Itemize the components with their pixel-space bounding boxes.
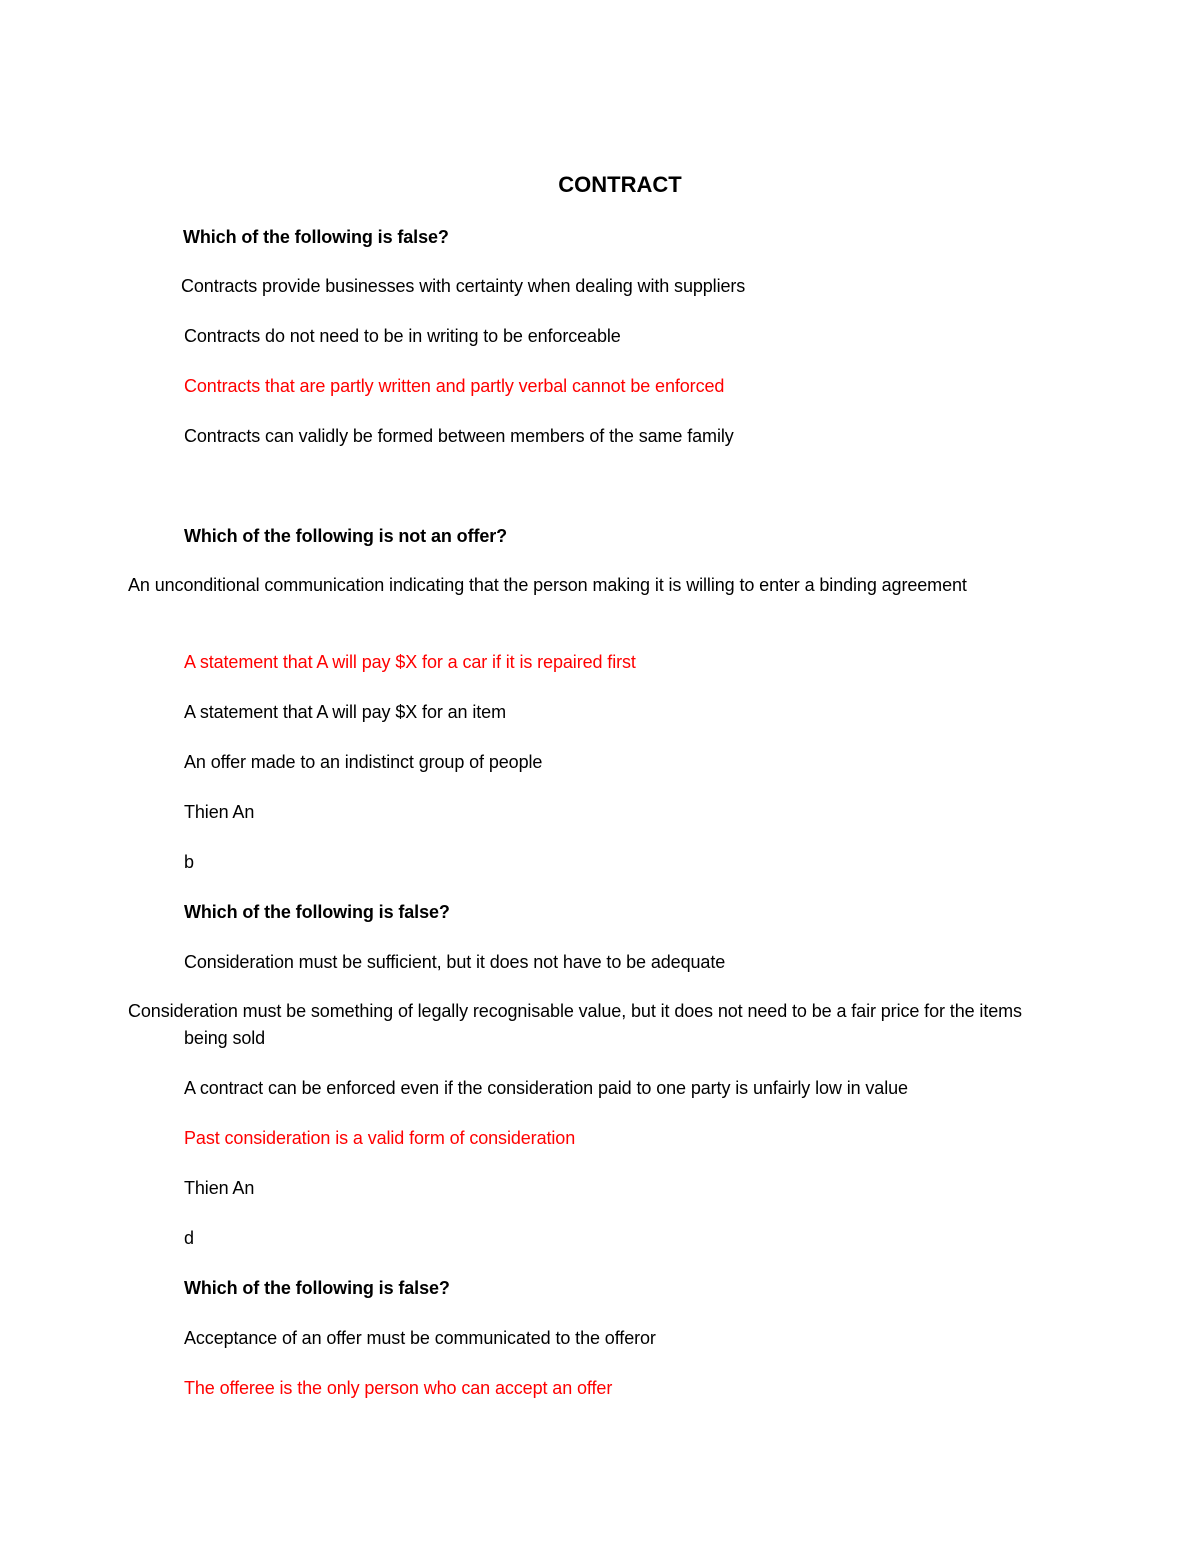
question-3-option-d-answer: Past consideration is a valid form of consideration [184, 1128, 576, 1148]
question-3-author: Thien An [184, 1178, 255, 1198]
question-2-option-d: An offer made to an indistinct group of people [184, 752, 543, 772]
question-3-option-a: Consideration must be sufficient, but it does not have to be adequate [184, 952, 726, 972]
question-1-option-b: Contracts do not need to be in writing to be enforceable [184, 326, 621, 346]
question-1-prompt: Which of the following is false? [183, 227, 449, 247]
question-1-option-d: Contracts can validly be formed between members of the same family [184, 426, 734, 446]
question-2-prompt: Which of the following is not an offer? [184, 526, 508, 546]
question-4-option-a: Acceptance of an offer must be communicated to the offeror [184, 1328, 656, 1348]
page-title: CONTRACT [558, 172, 682, 197]
question-4-prompt: Which of the following is false? [184, 1278, 450, 1298]
question-1-option-c-answer: Contracts that are partly written and partly verbal cannot be enforced [184, 376, 725, 396]
question-3-answer-letter: d [184, 1228, 194, 1248]
question-2-option-a: An unconditional communication indicating that the person making it is willing to enter a binding agreement [128, 575, 967, 595]
question-3-option-b: Consideration must be something of legally recognisable value, but it does not need to be a fair price for the items being sold [128, 1001, 1022, 1048]
question-2-option-b-answer: A statement that A will pay $X for a car if it is repaired first [184, 652, 636, 672]
question-2-option-c: A statement that A will pay $X for an item [184, 702, 506, 722]
question-2-answer-letter: b [184, 852, 194, 872]
question-3-prompt: Which of the following is false? [184, 902, 450, 922]
question-4-option-b-answer: The offeree is the only person who can accept an offer [184, 1378, 613, 1398]
question-1-option-a: Contracts provide businesses with certainty when dealing with suppliers [181, 276, 746, 296]
question-2-author: Thien An [184, 802, 255, 822]
question-3-option-c: A contract can be enforced even if the consideration paid to one party is unfairly low in value [184, 1078, 908, 1098]
